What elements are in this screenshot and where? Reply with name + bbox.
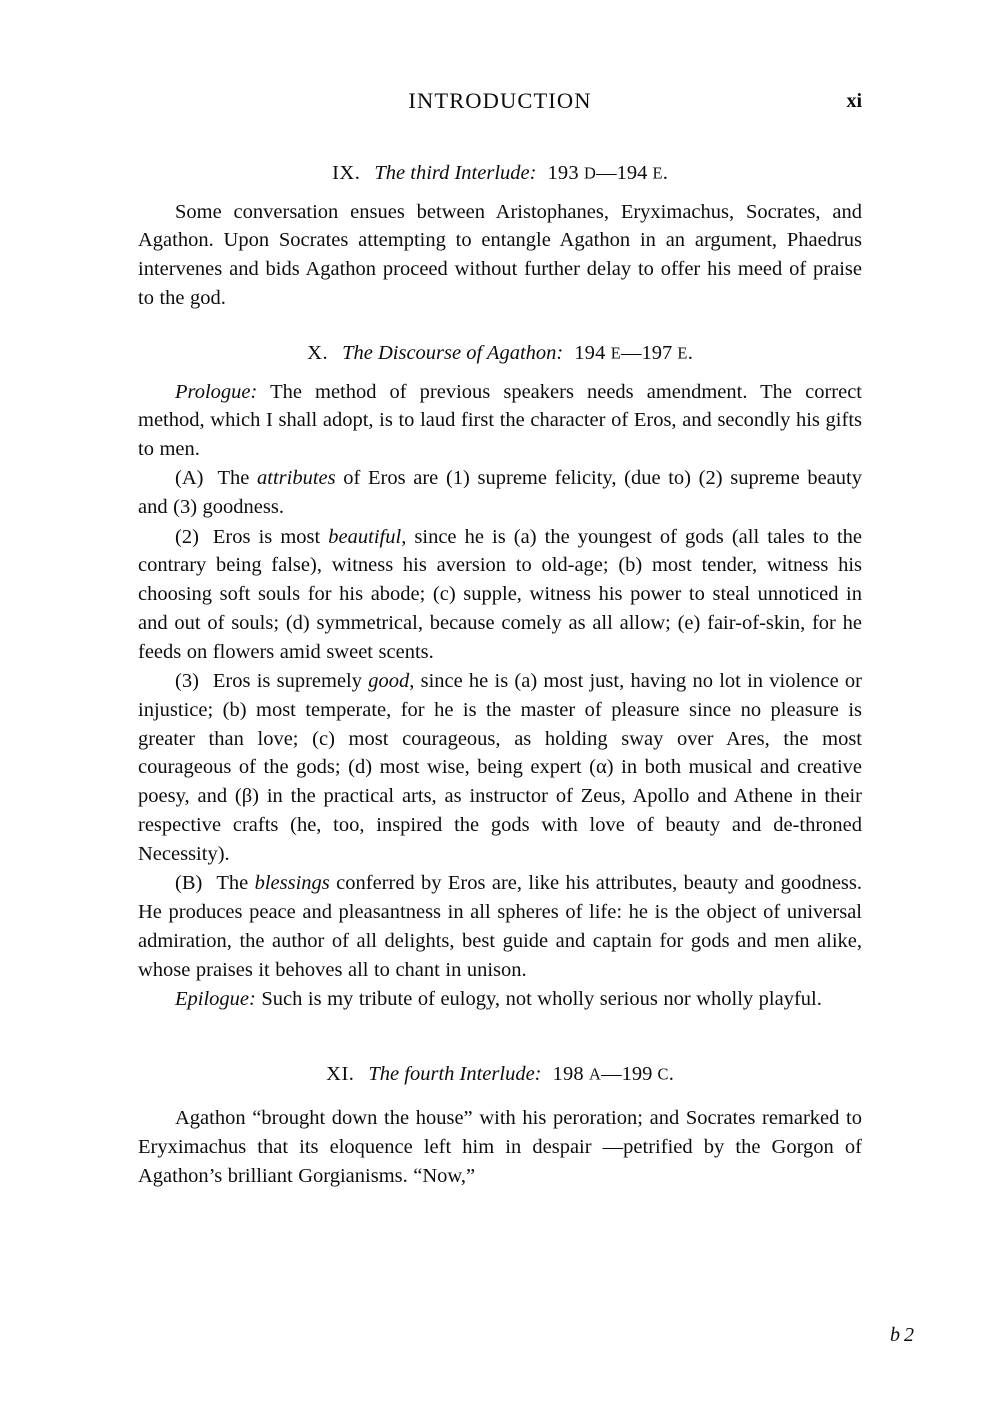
section-ref-end-num: 197 (641, 341, 673, 364)
section-ref-period: . (668, 1062, 674, 1085)
spacer (138, 130, 862, 159)
section-heading-xi (138, 1060, 862, 1089)
spacer (138, 313, 862, 339)
spacer (138, 1014, 862, 1060)
prologue-lead-label: Prologue: (175, 380, 258, 403)
section-title: The fourth Interlude: (368, 1062, 542, 1085)
prologue-text: The method of previous speakers needs amendment. The correct method, which I shall adopt, is to laud first the character of Eros, and secondly his gifts to men. (138, 380, 862, 461)
spacer (138, 1088, 862, 1104)
paragraph-3-emphasis: good (368, 670, 410, 693)
paragraph-a-emphasis: attributes (257, 467, 336, 490)
paragraph-b (138, 869, 862, 984)
section-ref-end-letter: E (677, 343, 688, 363)
section-ref-start-letter: A (588, 1064, 602, 1084)
paragraph-3-after: , since he is (a) most just, having no lot in violence or injustice; (b) most temperate, for he is the master of pleasure since no pleasure is greater than love; (c) most courageous, as holding sway over Ares, the most courageous of the gods; (d) most wise, being expert (α) in both musical and creative poesy, and (β) in the practical arts, as instructor of Zeus, Apollo and Athene in their respective crafts (he, too, inspired the gods with love of beauty and de-throned Necessity). (138, 670, 862, 865)
spacer (138, 188, 862, 198)
section-heading-x (138, 339, 862, 368)
paragraph-xi-1: Agathon “brought down the house” with his peroration; and Socrates remarked to Eryximachus that its eloquence left him in despair —petrified by the Gorgon of Agathon’s brilliant Gorgianisms. “Now,” (138, 1107, 862, 1187)
signature-letter: b (890, 1324, 900, 1346)
epilogue-lead-label: Epilogue: (175, 987, 256, 1010)
paragraph-b-after: conferred by Eros are, like his attributes, beauty and goodness. He produces peace and pleasantness in all spheres of life: he is the object of universal admiration, the author of all delights, best guide and captain for gods and men alike, whose praises it behoves all to chant in unison. (138, 872, 862, 981)
section-number: X. (307, 341, 329, 364)
paragraph-a-before: The (217, 467, 258, 490)
paragraph-marker-3: (3) (175, 670, 199, 693)
paragraph-b-emphasis: blessings (254, 872, 330, 895)
paragraph-3 (138, 667, 862, 869)
running-head-title: INTRODUCTION (408, 88, 592, 113)
paragraph-marker-2: (2) (175, 525, 199, 548)
signature-number: 2 (904, 1324, 914, 1346)
section-heading-ix (138, 159, 862, 188)
section-ref-start-num: 193 (547, 162, 579, 184)
paragraph-ix-1: Some conversation ensues between Aristophanes, Eryximachus, Socrates, and Agathon. Upon Socrates attempting to entangle Agathon in an argument, Phaedrus intervenes and bids Agathon proceed without further delay to offer his meed of praise to the god. (138, 200, 862, 310)
section-number: IX. (332, 162, 361, 184)
running-head (138, 86, 862, 130)
section-ref-start-letter: E (610, 343, 622, 363)
paragraph-prologue (138, 378, 862, 464)
section-ref-period: . (687, 341, 693, 364)
epilogue-text: Such is my tribute of eulogy, not wholly serious nor wholly playful. (255, 987, 822, 1010)
paragraph-2 (138, 523, 862, 667)
paragraph-marker-a: (A) (175, 467, 204, 490)
section-ref-start-num: 198 (552, 1062, 584, 1085)
text-block (138, 86, 862, 1191)
paragraph-3-before: Eros is supremely (212, 670, 369, 693)
paragraph-2-emphasis: beautiful (328, 525, 402, 548)
section-ref-end-num: 194 (616, 162, 648, 184)
section-ref-end-letter: E (652, 163, 663, 183)
section-title: The third Interlude: (374, 162, 537, 184)
paragraph-2-after: , since he is (a) the youngest of gods (all tales to the contrary being false), witness his aversion to old-age; (b) most tender, witness his choosing soft souls for his abode; (c) supple, witness his power to steal unnoticed in and out of souls; (d) symmetrical, because comely as all allow; (e) fair-of-skin, for he feeds on flowers amid sweet scents. (138, 525, 862, 663)
section-ref-end-num: 199 (621, 1062, 653, 1085)
paragraph-epilogue (138, 985, 862, 1014)
signature-mark (890, 1322, 914, 1348)
section-ref-end-letter: C (657, 1064, 669, 1084)
section-ref-start-num: 194 (574, 341, 606, 364)
paragraph-marker-b: (B) (175, 872, 203, 895)
section-ref-start-letter: D (583, 163, 597, 183)
section-ref-dash: — (621, 341, 642, 364)
section-ref-dash: — (601, 1062, 622, 1085)
paragraph-b-before: The (216, 872, 255, 895)
paragraph-a-after: of Eros are (1) supreme felicity, (due to) (2) supreme beauty and (3) goodness. (138, 467, 862, 519)
section-ref-period: . (662, 162, 668, 184)
section-title: The Discourse of Agathon: (342, 341, 564, 364)
paragraph-2-before: Eros is most (212, 525, 329, 548)
section-ref-dash: — (596, 162, 617, 184)
spacer (138, 368, 862, 378)
paragraph-a (138, 464, 862, 522)
page-number: xi (846, 90, 862, 112)
section-number: XI. (326, 1062, 355, 1085)
